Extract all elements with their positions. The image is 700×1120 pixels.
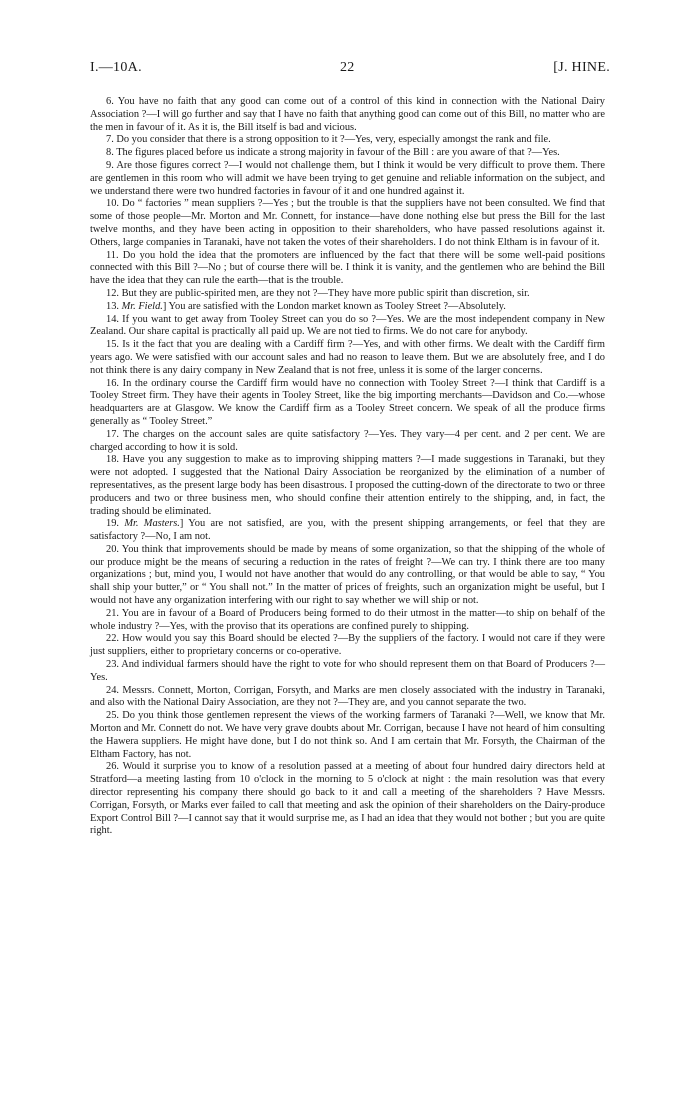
paragraph-text: ] You are satisfied with the London market known as Tooley Street ?—Absolutely. <box>162 300 506 312</box>
testimony-paragraph <box>90 454 605 518</box>
testimony-paragraph <box>90 761 605 838</box>
paragraph-text: 26. Would it surprise you to know of a resolution passed at a meeting of about four hundred dairy directors held at Stratford—a meeting lasting from 10 o'clock in the morning to 5 o'clock at night : the main resolution was that every director representing his company there should go back to it and call a meeting of the shareholders ? Have Messrs. Corrigan, Forsyth, or Marks ever failed to call that meeting and ask the opinion of their shareholders on the Dairy-produce Export Control Bill ?—I cannot say that it would surprise me, as I had an idea that they would not bother ; but you are quite right. <box>90 761 605 837</box>
paragraph-lead: 19. <box>106 518 125 530</box>
paragraph-text: 8. The figures placed before us indicate a strong majority in favour of the Bill : are you aware of that ?—Yes. <box>106 147 560 159</box>
testimony-paragraph <box>90 544 605 608</box>
testimony-paragraph <box>90 198 605 249</box>
paragraph-text: 24. Messrs. Connett, Morton, Corrigan, Forsyth, and Marks are men closely associated with the industry in Taranaki, and also with the National Dairy Association, are they not ?—They are, and you cannot separate the two. <box>90 684 605 709</box>
paragraph-text: 16. In the ordinary course the Cardiff firm would have no connection with Tooley Street ?—I think that Cardiff is a Tooley Street firm. They have their agents in Tooley Street, like the big importing merchants—Davidson and Co.—whose headquarters are at Glasgow. We know the Cardiff firm as a Tooley Street concern. We speak of all the produce firms generally as “ Tooley Street.” <box>90 377 605 427</box>
paragraph-text: 14. If you want to get away from Tooley Street can you do so ?—Yes. We are the most independent company in New Zealand. Our share capital is practically all paid up. We are not tied to firms. We do not care for anybody. <box>90 313 605 338</box>
paper-reference: I.—10A. <box>90 60 142 75</box>
testimony-paragraph <box>90 710 605 761</box>
testimony-paragraph <box>90 288 605 301</box>
speaker-name: Mr. Field. <box>121 300 163 312</box>
paragraph-text: 9. Are those figures correct ?—I would not challenge them, but I think it would be very difficult to prove them. There are gentlemen in this room who will admit we have been trying to get genuine and reliable information on the subject, and we understand there were two hundred factories in favour of it and one hundred against it. <box>90 159 605 197</box>
paragraph-text: 22. How would you say this Board should be elected ?—By the suppliers of the factory. I would not care if they were just suppliers, either to proprietary concerns or co-operative. <box>90 633 605 658</box>
paragraph-text: 17. The charges on the account sales are quite satisfactory ?—Yes. They vary—4 per cent. and 2 per cent. We are charged according to how it is sold. <box>90 428 605 453</box>
paragraph-text: 6. You have no faith that any good can come out of a control of this kind in connection with the National Dairy Association ?—I will go further and say that I have no faith that anything good can come out of this Bill, no matter who are the men in favour of it. As it is, the Bill itself is bad and vicious. <box>90 96 605 133</box>
paragraph-text: ] You are not satisfied, are you, with the present shipping arrangements, or feel that they are satisfactory ?—No, I am not. <box>90 518 605 543</box>
testimony-paragraph <box>90 608 605 634</box>
testimony-paragraph <box>90 96 605 134</box>
testimony-paragraph <box>90 250 605 288</box>
paragraph-text: 23. And individual farmers should have the right to vote for who should represent them on that Board of Producers ?—Yes. <box>90 659 605 683</box>
paragraph-text: 10. Do “ factories ” mean suppliers ?—Yes ; but the trouble is that the suppliers have not been consulted. We find that some of those people—Mr. Morton and Mr. Connett, for instance—have done nothing else but press the Bill for the last twelve months, and they have been acting in opposition to their shareholders, who have passed resolutions against it. Others, large companies in Taranaki, have not taken the votes of their shareholders. I do not think Eltham is in favour of it. <box>90 198 605 248</box>
paragraph-text: 25. Do you think those gentlemen represent the views of the working farmers of Taranaki ?—Well, we know that Mr. Morton and Mr. Connett do not. We have very grave doubts about Mr. Corrigan, because I have not heard of him consulting the Hawera suppliers. He might have done, but I do not think so. And I am certain that Mr. Forsyth, the Chairman of the Eltham Factory, has not. <box>90 710 605 760</box>
speaker-name: Mr. Masters. <box>124 518 180 530</box>
testimony-body <box>90 96 605 838</box>
paragraph-lead: 13. <box>106 300 122 312</box>
testimony-paragraph <box>90 685 605 711</box>
testimony-paragraph <box>90 518 605 544</box>
testimony-paragraph <box>90 301 605 314</box>
paragraph-text: 12. But they are public-spirited men, are they not ?—They have more public spirit than discretion, sir. <box>106 287 530 299</box>
testimony-paragraph <box>90 134 605 147</box>
testimony-paragraph <box>90 160 605 198</box>
testimony-paragraph <box>90 314 605 340</box>
testimony-paragraph <box>90 633 605 659</box>
witness-name: [J. HINE. <box>553 60 610 75</box>
paragraph-text: 11. Do you hold the idea that the promoters are influenced by the fact that there will be some well-paid positions connected with this Bill ?—No ; but of course there will be. I think it is vanity, and the gentlemen who are behind the Bill have the idea that they can rule the earth—that is the trouble. <box>90 249 605 287</box>
testimony-paragraph <box>90 378 605 429</box>
testimony-paragraph <box>90 147 605 160</box>
paragraph-text: 20. You think that improvements should be made by means of some organization, so that the shipping of the whole of our produce might be the means of securing a reduction in the rates of freight ?—We can try. I think there are too many organizations ; but, mind you, I would not have another that would do any controlling, or that would be able to say, “ You shall ship your butter,” or “ You shall not.” In the matter of prices of freights, such an organization might be useful, but I would not have any organization interfering with our right to say whether we will ship or not. <box>90 543 605 607</box>
page-header <box>90 60 610 80</box>
testimony-paragraph <box>90 429 605 455</box>
paragraph-text: 7. Do you consider that there is a strong opposition to it ?—Yes, very, especially amongst the rank and file. <box>106 134 551 146</box>
testimony-paragraph <box>90 659 605 685</box>
testimony-paragraph <box>90 339 605 377</box>
paragraph-text: 18. Have you any suggestion to make as to improving shipping matters ?—I made suggestions in Taranaki, but they were not adopted. I suggested that the National Dairy Association be reorganized by the elimination of a number of representatives, as the present large body has been disastrous. I proposed the cutting-down of the directorate to two or three producers and two or three business men, who should confine their attention entirely to the shipping, and, in fact, the trading should be eliminated. <box>90 454 605 517</box>
page-number: 22 <box>340 60 355 75</box>
paragraph-text: 15. Is it the fact that you are dealing with a Cardiff firm ?—Yes, and with other firms. We dealt with the Cardiff firm years ago. We were satisfied with our account sales and had no reason to leave them. But we are absolutely free, and I do not think there is any dairy company in New Zealand that is not free, unless it is some of the larger concerns. <box>90 339 605 376</box>
paragraph-text: 21. You are in favour of a Board of Producers being formed to do their utmost in the matter—to ship on behalf of the whole industry ?—Yes, with the proviso that its operations are confined purely to shipping. <box>90 607 605 632</box>
